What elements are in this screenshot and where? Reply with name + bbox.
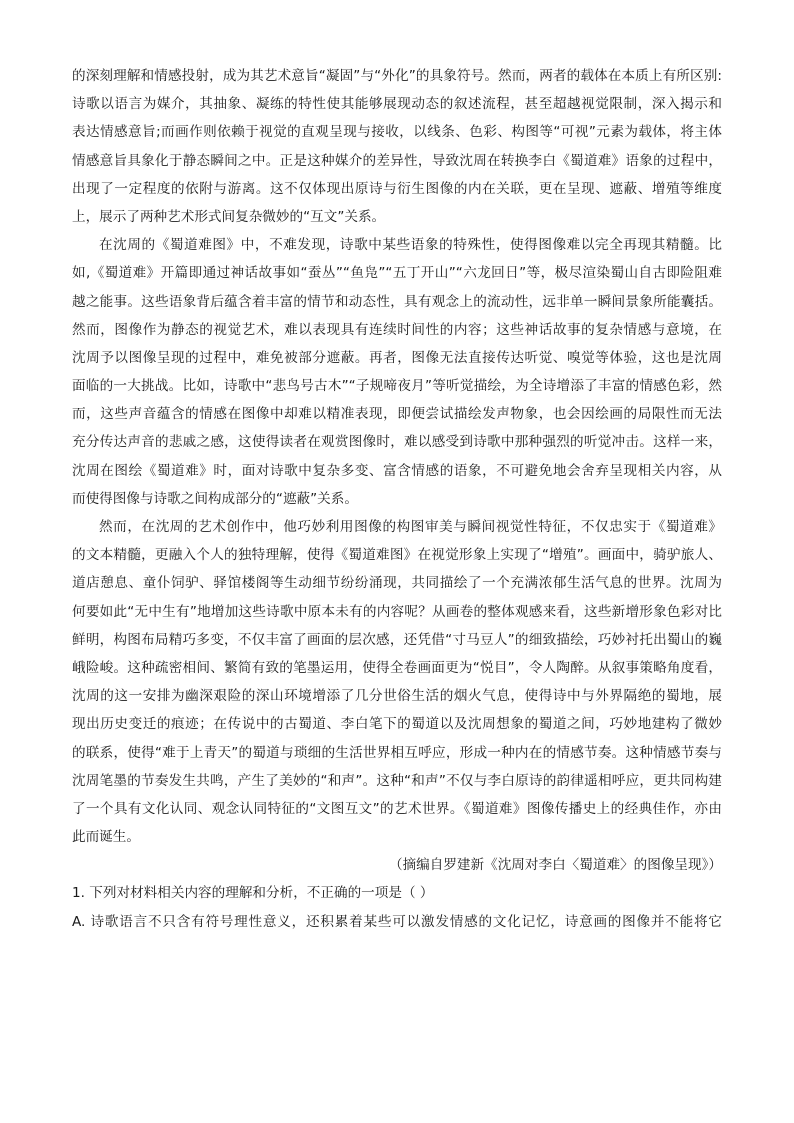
- text-line: 峨险峻。这种疏密相间、繁简有致的笔墨运用，使得全卷画面更为“悦目”，令人陶醉。从叙事策略角度看，: [72, 659, 722, 676]
- text-line: 面临的一大挑战。比如，诗歌中“悲鸟号古木”“子规啼夜月”等听觉描绘，为全诗增添了丰富的情感色彩，然: [72, 378, 722, 395]
- text-line: 出现了一定程度的依附与游离。这不仅体现出原诗与衍生图像的内在关联，更在呈现、遮蔽、增殖等维度: [72, 180, 722, 197]
- paragraph-2: [72, 231, 722, 513]
- document-page: [72, 62, 722, 936]
- text-line: 然而，在沈周的艺术创作中，他巧妙利用图像的构图审美与瞬间视觉性特征，不仅忠实于《蜀道难》: [99, 519, 722, 535]
- text-line: 如,《蜀道难》开篇即通过神话故事如“蚕丛”“鱼凫”“五丁开山”“六龙回日”等，极尽渲染蜀山自古即险阻难: [72, 265, 722, 282]
- text-line: 然而，图像作为静态的视觉艺术，难以表现具有连续时间性的内容；这些神话故事的复杂情感与意境，在: [72, 321, 722, 338]
- question-stem: 1. 下列对材料相关内容的理解和分析，不正确的一项是（ ）: [72, 885, 434, 902]
- text-line: 沈周予以图像呈现的过程中，难免被部分遮蔽。再者，图像无法直接传达听觉、嗅觉等体验，这也是沈周: [72, 349, 722, 366]
- text-line: 此而诞生。: [72, 829, 140, 846]
- text-line: 上，展示了两种艺术形式间复杂微妙的“互文”关系。: [72, 208, 386, 225]
- source-citation: （摘编自罗建新《沈周对李白〈蜀道难〉的图像呈现》）: [388, 857, 722, 874]
- option-a: A. 诗歌语言不只含有符号理性意义，还积累着某些可以激发情感的文化记忆，诗意画的图像并不能将它: [72, 913, 722, 930]
- paragraph-1: [72, 62, 722, 231]
- text-line: 情感意旨具象化于静态瞬间之中。正是这种媒介的差异性，导致沈周在转换李白《蜀道难》语象的过程中，: [72, 152, 722, 169]
- text-line: 鲜明，构图布局精巧多变，不仅丰富了画面的层次感，还凭借“寸马豆人”的细致描绘，巧妙衬托出蜀山的巍: [72, 631, 722, 648]
- text-line: 诗歌以语言为媒介，其抽象、凝练的特性使其能够展现动态的叙述流程，甚至超越视觉限制，深入揭示和: [72, 96, 722, 113]
- text-line: 现出历史变迁的痕迹；在传说中的古蜀道、李白笔下的蜀道以及沈周想象的蜀道之间，巧妙地建构了微妙: [72, 716, 722, 733]
- text-line: 何要如此“无中生有”地增加这些诗歌中原本未有的内容呢？从画卷的整体观感来看，这些新增形象色彩对比: [72, 603, 722, 620]
- text-line: 在沈周的《蜀道难图》中，不难发现，诗歌中某些语象的特殊性，使得图像难以完全再现其精髓。比: [99, 237, 722, 254]
- paragraph-3: [72, 513, 722, 851]
- text-line: 沈周笔墨的节奏发生共鸣，产生了美妙的“和声”。这种“和声”不仅与李白原诗的韵律遥相呼应，更共同构建: [72, 772, 722, 789]
- text-line: 越之能事。这些语象背后蕴含着丰富的情节和动态性，具有观念上的流动性，远非单一瞬间景象所能囊括。: [72, 293, 722, 310]
- text-line: 充分传达声音的悲戚之感，这使得读者在观赏图像时，难以感受到诗歌中那种强烈的听觉冲击。这样一来，: [72, 434, 722, 451]
- text-line: 的深刻理解和情感投射，成为其艺术意旨“凝固”与“外化”的具象符号。然而，两者的载体在本质上有所区别:: [72, 68, 722, 84]
- text-line: 沈周在图绘《蜀道难》时，面对诗歌中复杂多变、富含情感的语象，不可避免地会舍弃呈现相关内容，从: [72, 462, 722, 479]
- text-line: 表达情感意旨;而画作则依赖于视觉的直观呈现与接收，以线条、色彩、构图等“可视”元素为载体，将主体: [72, 124, 722, 141]
- text-line: 的文本精髓，更融入个人的独特理解，使得《蜀道难图》在视觉形象上实现了“增殖”。画面中，骑驴旅人、: [72, 547, 722, 564]
- text-line: 而，这些声音蕴含的情感在图像中却难以精准表现，即便尝试描绘发声物象，也会因绘画的局限性而无法: [72, 406, 722, 423]
- text-line: 沈周的这一安排为幽深艰险的深山环境增添了几分世俗生活的烟火气息，使得诗中与外界隔绝的蜀地，展: [72, 688, 722, 705]
- text-line: 而使得图像与诗歌之间构成部分的“遮蔽”关系。: [72, 490, 358, 507]
- text-line: 了一个具有文化认同、观念认同特征的“文图互文”的艺术世界。《蜀道难》图像传播史上的经典佳作，亦由: [72, 800, 722, 817]
- text-line: 的联系，使得“难于上青天”的蜀道与琐细的生活世界相互呼应，形成一种内在的情感节奏。这种情感节奏与: [72, 744, 722, 761]
- text-line: 道店憩息、童仆饲驴、驿馆楼阁等生动细节纷纷涌现，共同描绘了一个充满浓郁生活气息的世界。沈周为: [72, 575, 722, 592]
